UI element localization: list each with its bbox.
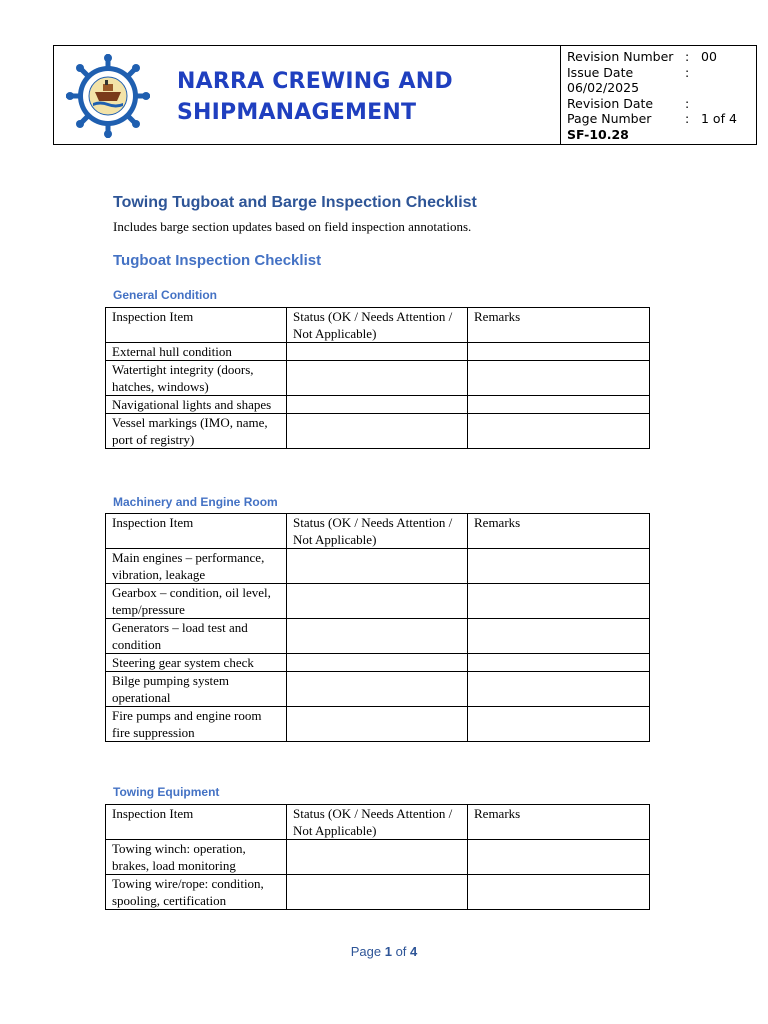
table-row <box>106 619 650 654</box>
table-title-machinery: Machinery and Engine Room <box>113 495 278 509</box>
revision-number-value: 00 <box>701 49 717 64</box>
inspection-item-cell: External hull condition <box>106 343 287 361</box>
table-row <box>106 549 650 584</box>
separator: : <box>685 95 690 111</box>
page-number-label: Page Number <box>567 111 652 126</box>
table-row <box>106 343 650 361</box>
status-cell[interactable] <box>287 549 468 584</box>
footer-current-page: 1 <box>384 944 392 959</box>
column-header-remarks: Remarks <box>468 805 650 840</box>
document-header <box>53 45 757 145</box>
table-row <box>106 584 650 619</box>
inspection-item-cell: Generators – load test and condition <box>106 619 287 654</box>
inspection-item-cell: Vessel markings (IMO, name, port of registry) <box>106 414 287 449</box>
remarks-cell[interactable] <box>468 549 650 584</box>
header-branding <box>54 46 561 144</box>
table-row <box>106 654 650 672</box>
footer-of-word: of <box>395 944 407 959</box>
table-title-towing-equipment: Towing Equipment <box>113 785 220 799</box>
inspection-item-cell: Watertight integrity (doors, hatches, windows) <box>106 361 287 396</box>
company-name <box>177 66 453 128</box>
inspection-item-cell: Bilge pumping system operational <box>106 672 287 707</box>
separator: : <box>685 49 690 64</box>
page-number-value: 1 of 4 <box>701 111 737 126</box>
document-control-block <box>561 46 756 144</box>
table-row <box>106 707 650 742</box>
issue-date-value: 06/02/2025 <box>567 80 640 95</box>
remarks-cell[interactable] <box>468 707 650 742</box>
inspection-item-cell: Main engines – performance, vibration, leakage <box>106 549 287 584</box>
status-cell[interactable] <box>287 875 468 910</box>
remarks-cell[interactable] <box>468 654 650 672</box>
remarks-cell[interactable] <box>468 414 650 449</box>
column-header-status: Status (OK / Needs Attention / Not Applicable) <box>287 308 468 343</box>
remarks-cell[interactable] <box>468 875 650 910</box>
table-header-row <box>106 514 650 549</box>
general-condition-table <box>105 307 650 449</box>
column-header-remarks: Remarks <box>468 514 650 549</box>
revision-number-label: Revision Number <box>567 49 674 64</box>
table-row <box>106 396 650 414</box>
company-name-line-2: SHIPMANAGEMENT <box>177 100 417 125</box>
column-header-remarks: Remarks <box>468 308 650 343</box>
issue-date-value-row <box>567 80 756 96</box>
document-title: Towing Tugboat and Barge Inspection Checklist <box>113 194 477 211</box>
issue-date-row <box>567 65 756 81</box>
status-cell[interactable] <box>287 619 468 654</box>
status-cell[interactable] <box>287 396 468 414</box>
table-row <box>106 875 650 910</box>
remarks-cell[interactable] <box>468 343 650 361</box>
table-row <box>106 414 650 449</box>
status-cell[interactable] <box>287 584 468 619</box>
revision-date-label: Revision Date <box>567 95 654 111</box>
section-title: Tugboat Inspection Checklist <box>113 252 322 269</box>
table-title-general-condition: General Condition <box>113 288 218 302</box>
machinery-table <box>105 513 650 742</box>
issue-date-label: Issue Date <box>567 64 634 80</box>
separator: : <box>685 64 690 80</box>
revision-date-row <box>567 96 756 112</box>
remarks-cell[interactable] <box>468 672 650 707</box>
footer-page-word: Page <box>350 944 382 959</box>
form-code: SF-10.28 <box>567 126 629 142</box>
remarks-cell[interactable] <box>468 584 650 619</box>
remarks-cell[interactable] <box>468 361 650 396</box>
separator: : <box>685 111 690 126</box>
column-header-item: Inspection Item <box>106 514 287 549</box>
company-name-line-1: NARRA CREWING AND <box>177 69 453 94</box>
status-cell[interactable] <box>287 343 468 361</box>
footer-total-pages: 4 <box>410 944 418 959</box>
inspection-item-cell: Steering gear system check <box>106 654 287 672</box>
column-header-item: Inspection Item <box>106 805 287 840</box>
inspection-item-cell: Towing winch: operation, brakes, load monitoring <box>106 840 287 875</box>
status-cell[interactable] <box>287 672 468 707</box>
inspection-item-cell: Navigational lights and shapes <box>106 396 287 414</box>
revision-number-row <box>567 49 756 65</box>
document-description: Includes barge section updates based on field inspection annotations. <box>113 219 472 234</box>
table-row <box>106 672 650 707</box>
inspection-item-cell: Towing wire/rope: condition, spooling, certification <box>106 875 287 910</box>
column-header-status: Status (OK / Needs Attention / Not Applicable) <box>287 805 468 840</box>
ship-wheel-logo-icon <box>66 54 150 138</box>
inspection-item-cell: Fire pumps and engine room fire suppression <box>106 707 287 742</box>
remarks-cell[interactable] <box>468 396 650 414</box>
status-cell[interactable] <box>287 361 468 396</box>
inspection-item-cell: Gearbox – condition, oil level, temp/pressure <box>106 584 287 619</box>
status-cell[interactable] <box>287 707 468 742</box>
table-header-row <box>106 805 650 840</box>
remarks-cell[interactable] <box>468 619 650 654</box>
column-header-status: Status (OK / Needs Attention / Not Applicable) <box>287 514 468 549</box>
status-cell[interactable] <box>287 840 468 875</box>
page-footer <box>0 944 768 959</box>
table-row <box>106 840 650 875</box>
status-cell[interactable] <box>287 414 468 449</box>
column-header-item: Inspection Item <box>106 308 287 343</box>
page-number-row <box>567 111 756 127</box>
table-header-row <box>106 308 650 343</box>
table-row <box>106 361 650 396</box>
remarks-cell[interactable] <box>468 840 650 875</box>
towing-equipment-table <box>105 804 650 910</box>
status-cell[interactable] <box>287 654 468 672</box>
